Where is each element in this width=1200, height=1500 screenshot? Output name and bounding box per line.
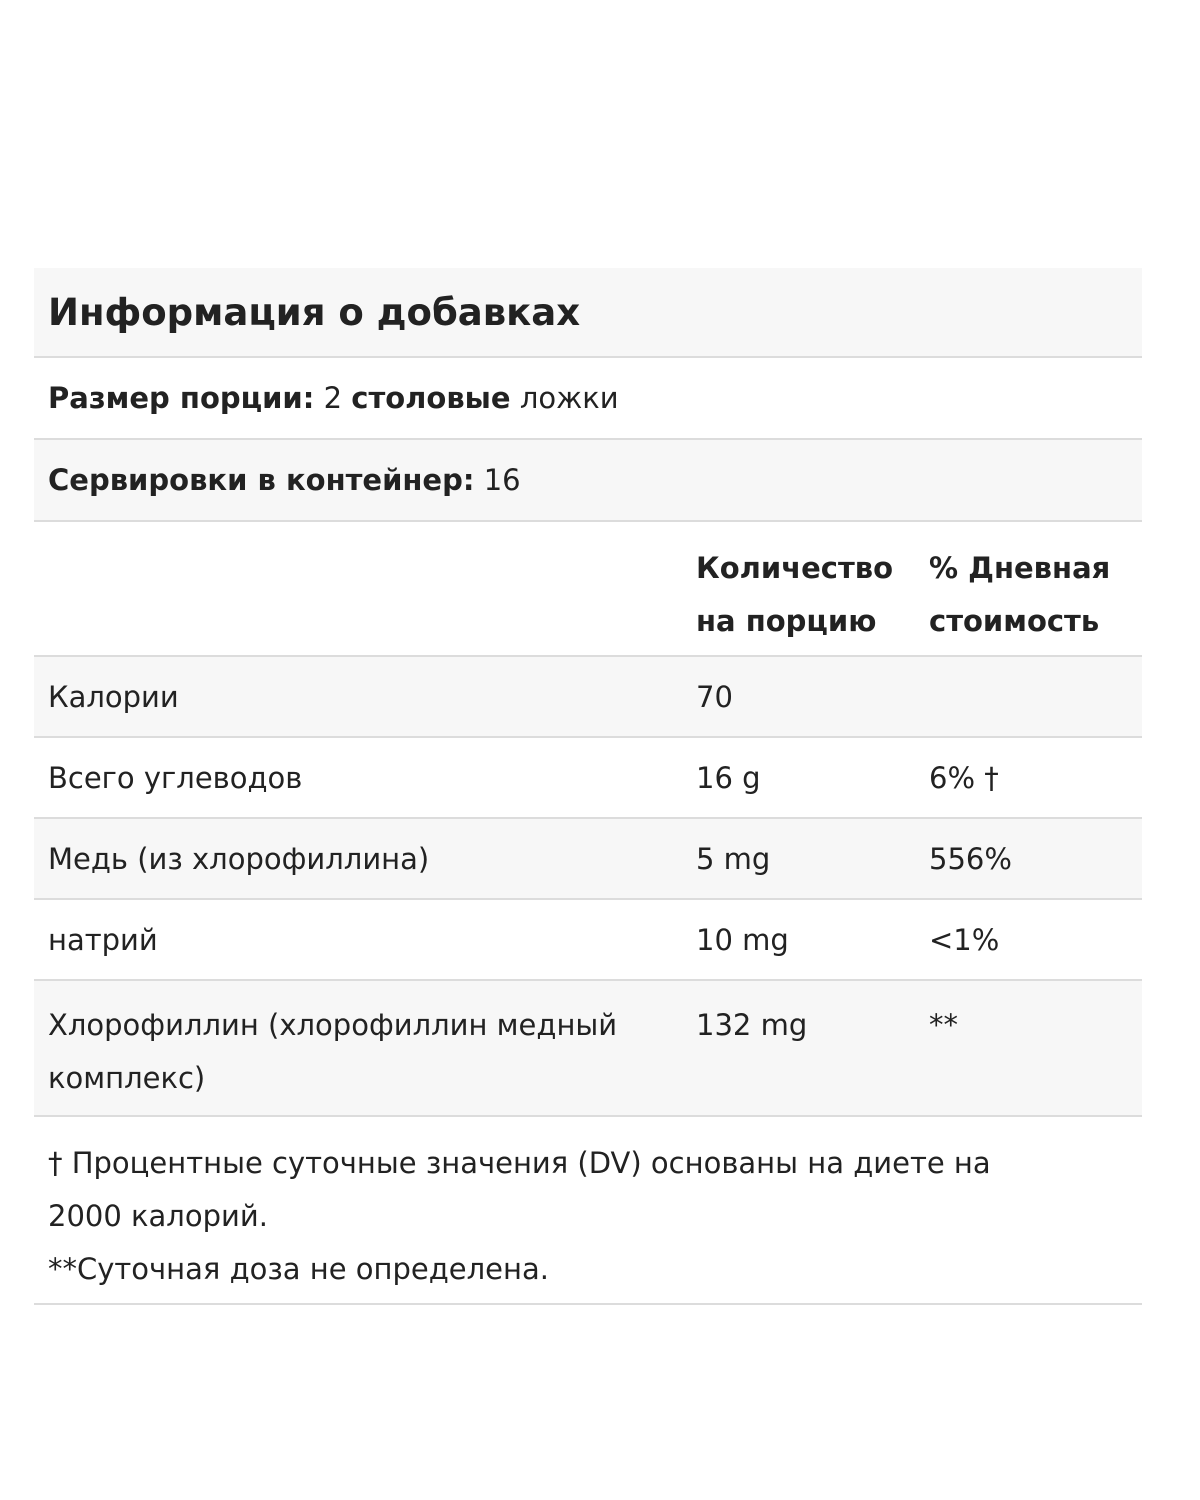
nutrient-name: Медь (из хлорофиллина) xyxy=(48,841,430,876)
serving-size-amount: 2 xyxy=(323,381,343,415)
header-amount: Количество на порцию xyxy=(696,551,894,638)
nutrient-amount: 10 mg xyxy=(696,922,789,957)
table-row xyxy=(34,981,1142,1117)
table-row xyxy=(34,657,1142,738)
table-header-row xyxy=(34,522,1142,657)
nutrient-amount: 132 mg xyxy=(696,1008,808,1042)
nutrient-daily-value: 556% xyxy=(929,841,1012,876)
header-daily-value: % Дневная стоимость xyxy=(929,551,1111,638)
nutrient-amount: 16 g xyxy=(696,760,761,795)
nutrient-name: Хлорофиллин (хлорофиллин медный комплекс) xyxy=(48,1008,618,1095)
servings-per-container-value: 16 xyxy=(483,463,521,497)
serving-size-unit-rest: ложки xyxy=(519,381,619,415)
serving-size-row xyxy=(34,358,1142,440)
servings-per-container-label: Сервировки в контейнер: xyxy=(48,463,475,497)
nutrient-daily-value: 6% † xyxy=(929,760,999,795)
footnotes xyxy=(34,1117,1142,1305)
servings-per-container-row xyxy=(34,440,1142,522)
supplement-facts-panel xyxy=(34,268,1142,1305)
table-row xyxy=(34,819,1142,900)
serving-size-label: Размер порции: xyxy=(48,381,315,415)
nutrient-name: натрий xyxy=(48,922,158,957)
serving-size-unit-bold: столовые xyxy=(351,381,511,415)
nutrient-daily-value: ** xyxy=(929,1008,958,1042)
nutrient-name: Всего углеводов xyxy=(48,760,303,795)
footnote-undefined: **Суточная доза не определена. xyxy=(48,1252,549,1286)
nutrient-amount: 70 xyxy=(696,679,733,714)
table-row xyxy=(34,738,1142,819)
nutrient-amount: 5 mg xyxy=(696,841,771,876)
panel-title-row xyxy=(34,268,1142,358)
table-row xyxy=(34,900,1142,981)
footnote-daily-value: † Процентные суточные значения (DV) основаны на диете на 2000 калорий. xyxy=(48,1146,991,1233)
nutrient-name: Калории xyxy=(48,679,179,714)
nutrient-daily-value: <1% xyxy=(929,922,1000,957)
panel-title: Информация о добавках xyxy=(48,290,581,334)
